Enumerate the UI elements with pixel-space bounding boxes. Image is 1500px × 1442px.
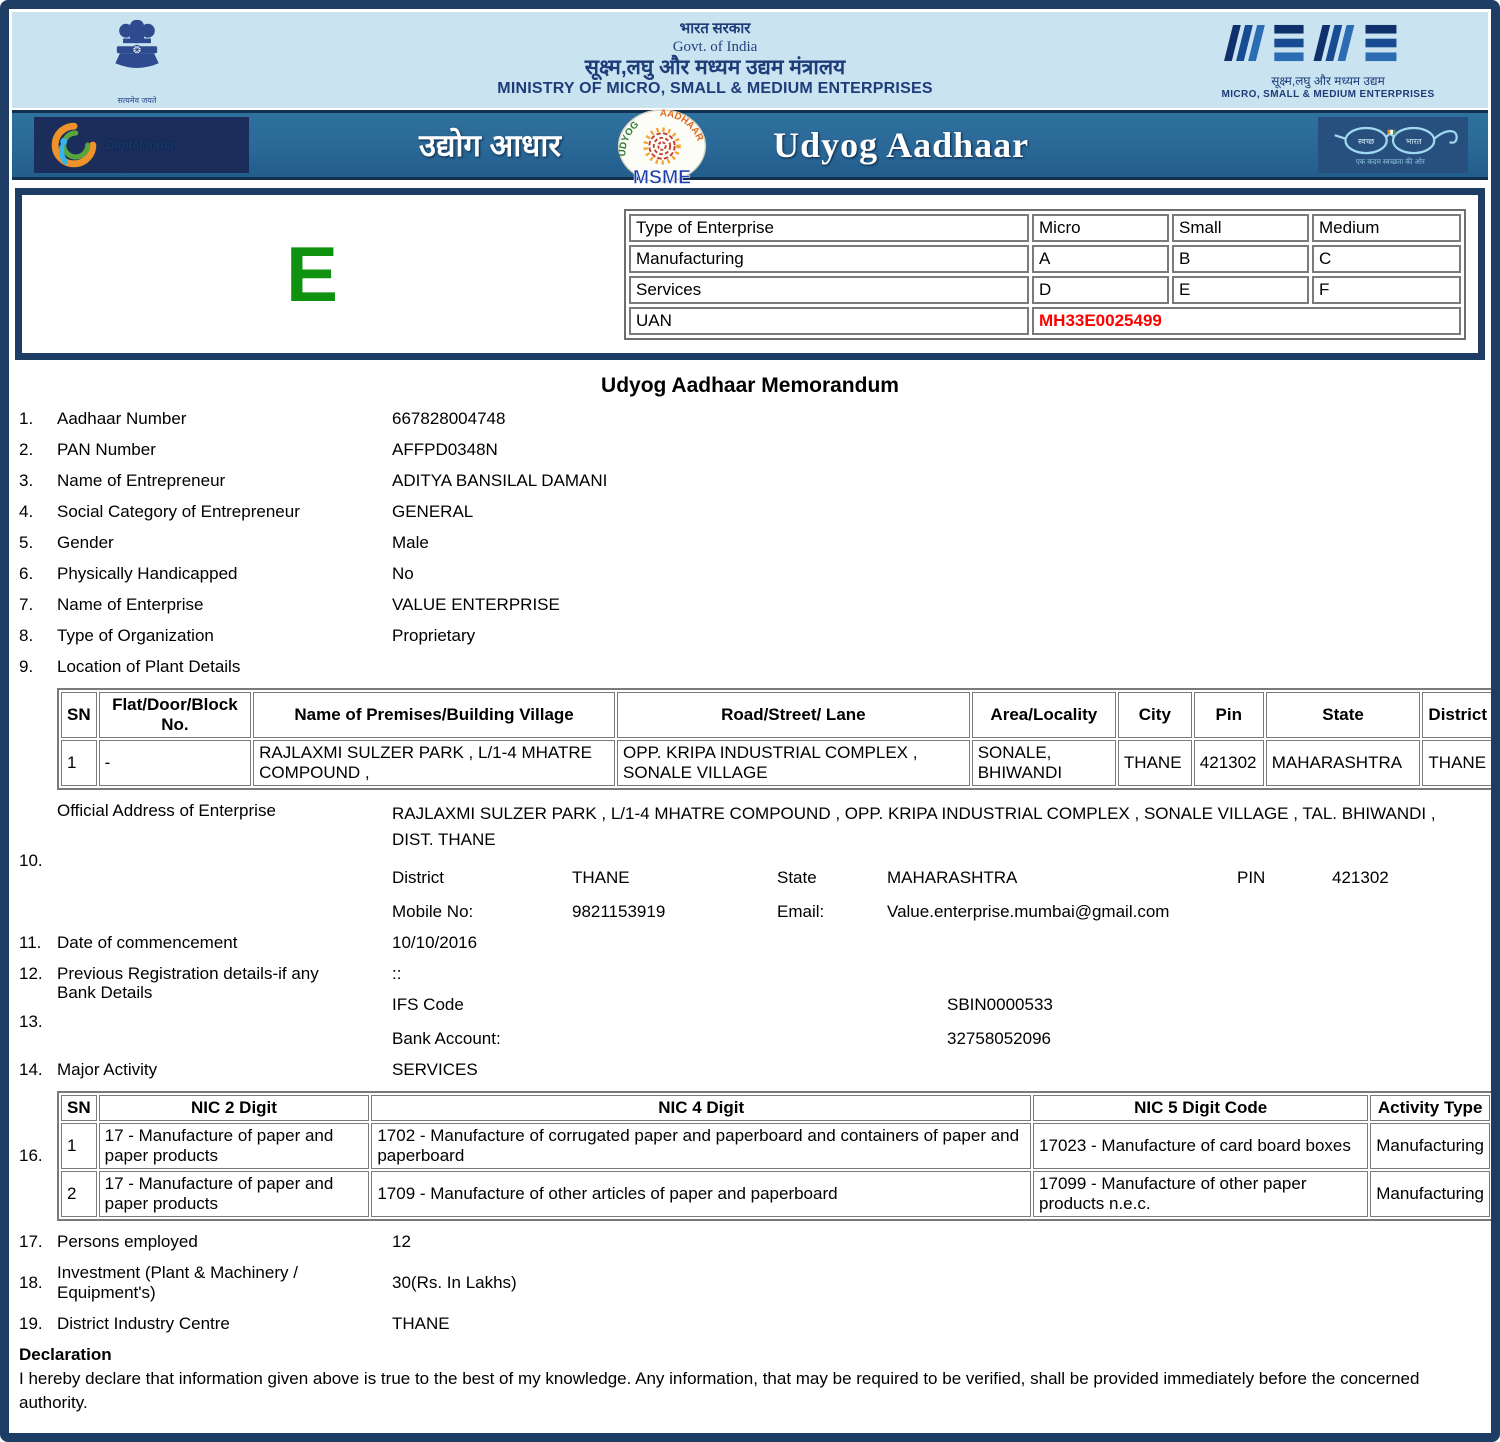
field-row-enterprise-name <box>19 595 1481 615</box>
field-number: 2. <box>19 440 34 459</box>
cell: RAJLAXMI SULZER PARK , L/1-4 MHATRE COMPOUND , <box>253 740 615 786</box>
field-number: 8. <box>19 626 34 645</box>
field-number: 18. <box>19 1272 43 1292</box>
badge-arc-right-text: AADHAAR <box>659 107 706 143</box>
field-label: Investment (Plant & Machinery / Equipment's) <box>57 1262 298 1302</box>
field-row-investment <box>19 1263 1481 1303</box>
swachh-bharat-glasses-icon <box>1324 119 1462 171</box>
table-row <box>61 740 1493 786</box>
header-cell: Area/Locality <box>972 692 1116 738</box>
table-row <box>629 276 1461 304</box>
glasses-right-lens-text: भारत <box>1405 137 1422 147</box>
field-value: No <box>392 564 414 583</box>
enterprise-letter-panel <box>22 195 602 353</box>
govt-english-line: Govt. of India <box>672 38 758 55</box>
field-label: Persons employed <box>57 1231 198 1251</box>
address-details-grid <box>392 868 1481 922</box>
cell: - <box>99 740 252 786</box>
cell: 17023 - Manufacture of card board boxes <box>1033 1123 1368 1169</box>
cell: 17 - Manufacture of paper and paper products <box>99 1171 370 1217</box>
field-number: 11. <box>19 932 42 952</box>
mymsme-text: MyMsme Mobile App (Beta Version) is available now for download. <box>19 1431 526 1442</box>
udyog-aadhaar-badge-icon <box>606 107 718 191</box>
cell: E <box>1172 276 1309 304</box>
mobile-value: 9821153919 <box>572 901 666 921</box>
ifs-code-value: SBIN0000533 <box>947 994 1053 1014</box>
cell: OPP. KRIPA INDUSTRIAL COMPLEX , SONALE VILLAGE <box>617 740 970 786</box>
bank-account-label: Bank Account: <box>392 1028 501 1048</box>
email-label: Email: <box>777 901 825 921</box>
field-value: ADITYA BANSILAL DAMANI <box>392 471 608 490</box>
table-header-row <box>61 692 1493 738</box>
field-number: 10. <box>19 851 43 871</box>
cell: 1709 - Manufacture of other articles of paper and paperboard <box>371 1171 1031 1217</box>
field-row-aadhaar <box>19 409 1481 429</box>
mymsme-footer <box>19 1432 1481 1442</box>
field-row-organization-type <box>19 626 1481 646</box>
msme-logo-english: MICRO, SMALL & MEDIUM ENTERPRISES <box>1221 88 1435 100</box>
field-number: 14. <box>19 1059 43 1079</box>
nic-table-wrap <box>57 1091 1494 1221</box>
glasses-tagline-text: एक कदम स्वच्छता की ओर <box>1355 157 1425 166</box>
field-number: 7. <box>19 595 34 614</box>
header-cell: NIC 5 Digit Code <box>1033 1095 1368 1121</box>
header-cell: NIC 4 Digit <box>371 1095 1031 1121</box>
cell: 421302 <box>1194 740 1264 786</box>
header-cell: State <box>1266 692 1421 738</box>
ashoka-emblem-icon <box>106 15 168 93</box>
field-label: Official Address of Enterprise <box>57 801 276 820</box>
udyog-aadhaar-english-title: Udyog Aadhaar <box>773 125 1030 165</box>
government-header <box>12 12 1488 108</box>
udyog-aadhaar-msme-badge <box>606 107 718 196</box>
table-row <box>629 307 1461 335</box>
field-value: SERVICES <box>392 1059 478 1079</box>
field-row-nic-codes <box>19 1091 1484 1221</box>
field-value: 30(Rs. In Lakhs) <box>392 1272 517 1292</box>
field-label: Name of Entrepreneur <box>57 471 226 490</box>
ministry-titles <box>252 21 1178 98</box>
field-value: Proprietary <box>392 626 476 645</box>
enterprise-type-box <box>15 188 1485 360</box>
cell: Small <box>1172 214 1309 242</box>
header-cell: Road/Street/ Lane <box>617 692 970 738</box>
field-number: 16. <box>19 1145 43 1165</box>
field-row-gender <box>19 533 1481 553</box>
cell: A <box>1032 245 1169 273</box>
ministry-hindi-line: सूक्ष्म,लघु और मध्यम उद्यम मंत्रालय <box>584 55 846 79</box>
udyog-aadhaar-banner <box>12 107 1488 188</box>
cell: D <box>1032 276 1169 304</box>
cell: MAHARASHTRA <box>1266 740 1421 786</box>
field-label: Previous Registration details-if any <box>57 963 319 983</box>
field-label: Name of Enterprise <box>57 595 204 614</box>
field-number: 1. <box>19 409 34 428</box>
field-label: Gender <box>57 533 114 552</box>
field-number: 13. <box>19 1011 43 1031</box>
field-label: District Industry Centre <box>57 1313 230 1333</box>
field-number: 9. <box>19 657 34 676</box>
header-cell: Pin <box>1194 692 1264 738</box>
cell: Micro <box>1032 214 1169 242</box>
enterprise-type-letter: E <box>285 230 339 318</box>
field-row-district-industry-centre <box>19 1314 1481 1334</box>
bank-account-value: 32758052096 <box>947 1028 1052 1048</box>
pin-label: PIN <box>1237 867 1266 887</box>
digital-india-label: Digital India <box>106 138 175 152</box>
ifs-code-label: IFS Code <box>392 994 464 1014</box>
cell: F <box>1312 276 1461 304</box>
cell: C <box>1312 245 1461 273</box>
header-cell: SN <box>61 692 97 738</box>
field-label: Bank Details <box>57 982 153 1002</box>
emblem-caption: सत्यमेव जयते <box>117 95 157 105</box>
udyog-aadhaar-hindi-title: उद्योग आधार <box>419 128 562 163</box>
field-label: Location of Plant Details <box>57 657 241 676</box>
field-value: THANE <box>392 1313 450 1333</box>
field-value: AFFPD0348N <box>392 440 498 459</box>
declaration-heading: Declaration <box>19 1344 112 1364</box>
email-value: Value.enterprise.mumbai@gmail.com <box>887 901 1170 921</box>
header-cell: NIC 2 Digit <box>99 1095 370 1121</box>
cell: Type of Enterprise <box>629 214 1029 242</box>
bank-details-grid <box>392 995 1481 1049</box>
ministry-english-line: MINISTRY OF MICRO, SMALL & MEDIUM ENTERPRISES <box>497 80 933 98</box>
swachh-bharat-logo <box>1318 117 1468 173</box>
memorandum-body <box>9 374 1491 1442</box>
header-cell: Flat/Door/Block No. <box>99 692 252 738</box>
field-value: 12 <box>392 1231 411 1251</box>
field-label: Social Category of Entrepreneur <box>57 502 300 521</box>
cell: THANE <box>1118 740 1192 786</box>
nic-codes-table <box>57 1091 1494 1221</box>
district-value: THANE <box>572 867 630 887</box>
field-number: 3. <box>19 471 34 490</box>
badge-arc-left-text: UDYOG <box>617 118 642 157</box>
field-row-major-activity <box>19 1060 1481 1080</box>
mobile-label: Mobile No: <box>392 901 474 921</box>
field-number: 6. <box>19 564 34 583</box>
cell: 17 - Manufacture of paper and paper products <box>99 1123 370 1169</box>
district-label: District <box>392 867 444 887</box>
declaration-text: I hereby declare that information given above is true to the best of my knowledge. Any information, that may be required to be verified, shall be provided immediately before the concerned authority. <box>19 1368 1420 1413</box>
field-row-persons-employed <box>19 1232 1481 1252</box>
page-title: Udyog Aadhaar Memorandum <box>601 374 899 397</box>
cell: 17099 - Manufacture of other paper products n.e.c. <box>1033 1171 1368 1217</box>
field-label: Type of Organization <box>57 626 214 645</box>
cell: 1 <box>61 740 97 786</box>
govt-hindi-line: भारत सरकार <box>679 21 751 38</box>
header-cell: Name of Premises/Building Village <box>253 692 615 738</box>
field-row-entrepreneur <box>19 471 1481 491</box>
cell: Manufacturing <box>1370 1123 1490 1169</box>
field-number: 19. <box>19 1313 43 1333</box>
badge-msme-text: MSME <box>632 165 692 188</box>
uan-value-cell: MH33E0025499 <box>1032 307 1461 335</box>
field-row-social-category <box>19 502 1481 522</box>
header-cell: SN <box>61 1095 97 1121</box>
field-value: 10/10/2016 <box>392 932 478 952</box>
msme-bars-icon <box>1221 21 1436 65</box>
field-value: :: <box>392 963 402 983</box>
enterprise-type-table-panel <box>602 195 1478 353</box>
field-number: 5. <box>19 533 34 552</box>
uan-label-cell: UAN <box>629 307 1029 335</box>
header-cell: Activity Type <box>1370 1095 1490 1121</box>
msme-logo <box>1178 21 1478 100</box>
pin-value: 421302 <box>1332 867 1389 887</box>
national-emblem <box>22 15 252 106</box>
table-header-row <box>61 1095 1490 1121</box>
field-label: Date of commencement <box>57 932 238 952</box>
enterprise-type-table <box>624 209 1466 340</box>
field-value: GENERAL <box>392 502 474 521</box>
field-row-bank-details <box>19 982 1481 1049</box>
table-row <box>61 1123 1490 1169</box>
cell: 1 <box>61 1123 97 1169</box>
msme-logo-hindi: सूक्ष्म,लघु और मध्यम उद्यम <box>1271 73 1385 88</box>
field-label: Aadhaar Number <box>57 409 187 428</box>
cell: Manufacturing <box>1370 1171 1490 1217</box>
field-number: 17. <box>19 1231 43 1251</box>
field-label: PAN Number <box>57 440 156 459</box>
field-row-official-address <box>19 801 1481 922</box>
field-number: 12. <box>19 963 43 983</box>
field-number: 4. <box>19 502 34 521</box>
cell: THANE <box>1422 740 1493 786</box>
header-cell: City <box>1118 692 1192 738</box>
table-row <box>629 245 1461 273</box>
field-label: Major Activity <box>57 1059 158 1079</box>
field-row-pan <box>19 440 1481 460</box>
field-value: 667828004748 <box>392 409 506 428</box>
state-label: State <box>777 867 817 887</box>
field-label: Physically Handicapped <box>57 564 238 583</box>
field-value: VALUE ENTERPRISE <box>392 595 560 614</box>
glasses-left-lens-text: स्वच्छ <box>1357 137 1375 147</box>
field-row-plant-location <box>19 657 1481 677</box>
cell: Medium <box>1312 214 1461 242</box>
field-row-handicapped <box>19 564 1481 584</box>
header-cell: District <box>1422 692 1493 738</box>
cell: Manufacturing <box>629 245 1029 273</box>
plant-details-table <box>57 688 1497 790</box>
cell: B <box>1172 245 1309 273</box>
digital-india-icon <box>48 121 100 169</box>
cell: 2 <box>61 1171 97 1217</box>
field-row-commencement <box>19 933 1481 953</box>
table-row <box>61 1171 1490 1217</box>
cell: SONALE, BHIWANDI <box>972 740 1116 786</box>
plant-details-table-wrap <box>57 688 1487 790</box>
address-text: RAJLAXMI SULZER PARK , L/1-4 MHATRE COMPOUND , OPP. KRIPA INDUSTRIAL COMPLEX , SONALE VILLAGE , TAL. BHIWANDI , DIST. THANE <box>392 804 1436 850</box>
digital-india-logo <box>34 117 249 173</box>
cell: Services <box>629 276 1029 304</box>
official-address-block <box>392 801 1481 922</box>
playstore-link[interactable]: https://play.google.com/store/apps/details?id=msme.mymsme <box>525 1431 990 1442</box>
table-row <box>629 214 1461 242</box>
state-value: MAHARASHTRA <box>887 867 1018 887</box>
cell: 1702 - Manufacture of corrugated paper and paperboard and containers of paper and paperboard <box>371 1123 1031 1169</box>
field-row-previous-registration <box>19 964 1481 984</box>
field-value: Male <box>392 533 429 552</box>
